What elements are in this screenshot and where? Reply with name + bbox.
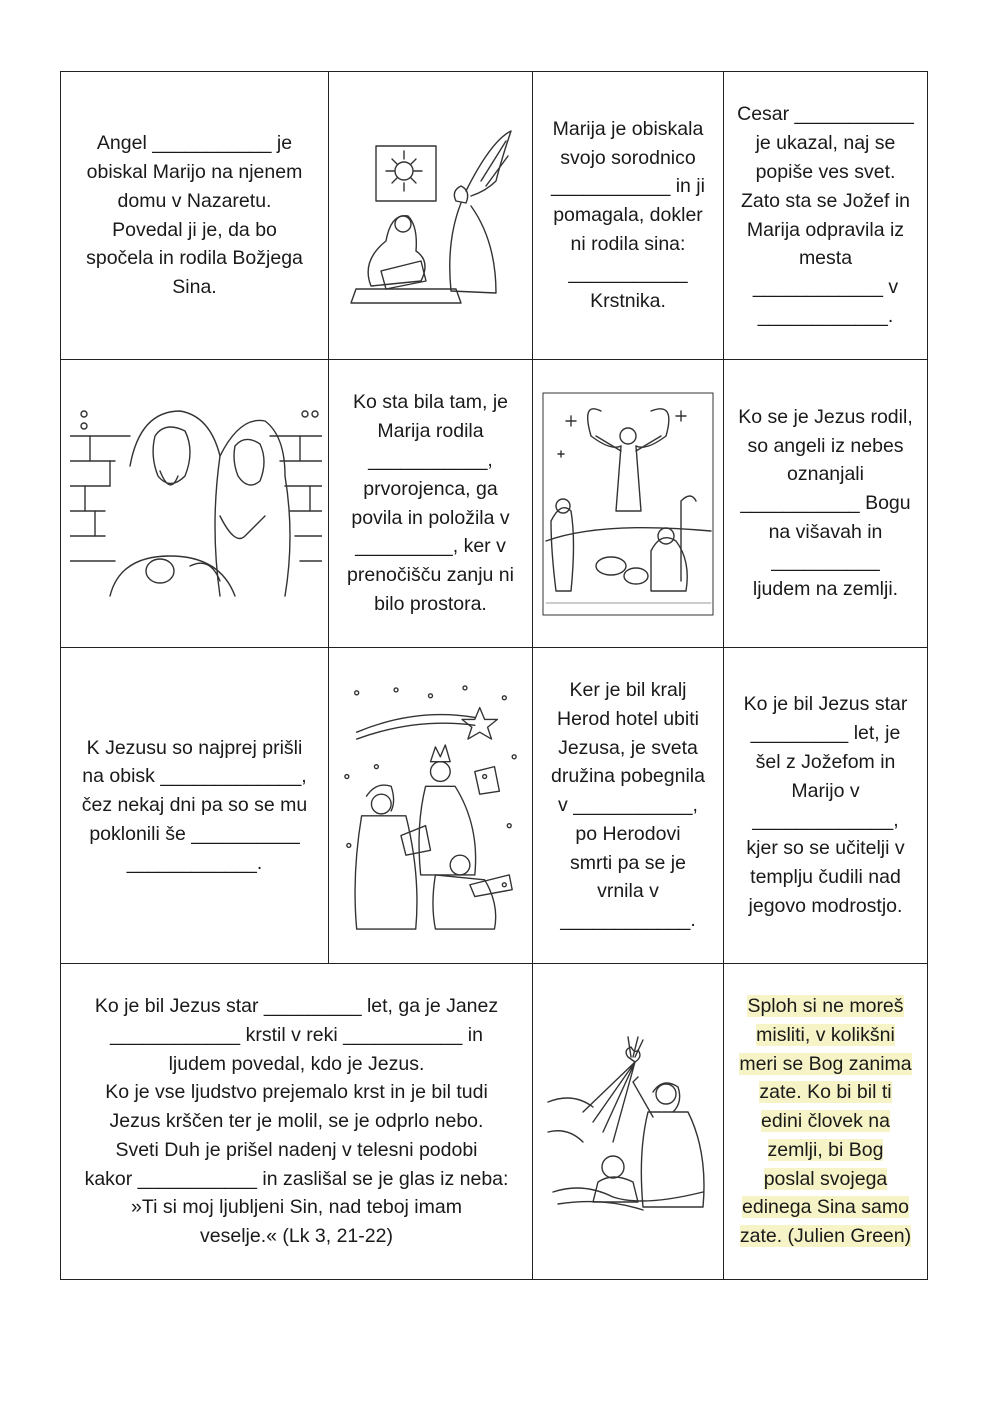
quote-line: zate. (Julien Green) <box>739 1225 912 1248</box>
three-kings-star-image <box>329 648 532 963</box>
card-text: K Jezusu so najprej prišli na obisk _____________, čez nekaj dni pa so se mu poklonili še __________ ____________. <box>81 736 308 874</box>
card-flight-egypt-text <box>533 648 723 963</box>
quote-line: Sploh si ne moreš <box>747 994 904 1017</box>
quote-line: zate. Ko bi bil ti <box>759 1081 892 1104</box>
card-text: Ko sta bila tam, je Marija rodila ___________, prvorojenca, ga povila in položila v _________, ker v prenočišču zanju ni bilo prostora. <box>347 391 514 615</box>
card-text: Ko je bil Jezus star _________ let, je šel z Jožefom in Marijo v _____________, kjer so se učitelji v templju čudili nad jegovo modrostjo. <box>743 693 908 917</box>
quote-line: zemlji, bi Bog <box>767 1138 884 1161</box>
baptism-jordan-image <box>533 964 723 1279</box>
card-temple-text <box>724 648 927 963</box>
card-visitation-text <box>533 72 723 359</box>
worksheet-grid <box>60 71 928 1280</box>
quote-line: edini človek na <box>760 1110 890 1133</box>
quote-line: edinega Sina samo <box>742 1196 909 1219</box>
card-text: Marija je obiskala svojo sorodnico ___________ in ji pomagala, dokler ni rodila sina: ___________ Krstnika. <box>551 117 705 313</box>
card-birth-text <box>329 360 532 647</box>
card-text: Ko je bil Jezus star _________ let, ga je Janez ____________ krstil v reki ___________ in ljudem povedal, kdo je Jezus. Ko je vse ljudstvo prejemalo krst in je bil tudi Jezus krščen ter je molil, se je odprlo nebo. Sveti Duh je prišel nadenj v telesni podobi kakor ___________ in zaslišal se je glas iz neba: »Ti si moj ljubljeni Sin, nad teboj imam veselje.« (Lk 3, 21-22) <box>84 994 509 1248</box>
card-text: Angel ___________ je obiskal Marijo na njenem domu v Nazaretu. Povedal ji je, da bo spočela in rodila Božjega Sina. <box>86 132 303 299</box>
annunciation-image <box>329 72 532 359</box>
angel-shepherds-image <box>533 360 723 647</box>
holy-family-nativity-image <box>61 360 328 647</box>
quote-line: meri se Bog zanima <box>739 1052 912 1075</box>
card-text: Cesar ___________ je ukazal, naj se popiše ves svet. Zato sta se Jožef in Marija odpravila iz mesta ____________ v ____________. <box>737 103 914 327</box>
card-annunciation-text <box>61 72 328 359</box>
quote-line: poslal svojega <box>763 1167 888 1190</box>
card-baptism-text <box>61 964 532 1279</box>
card-magi-text <box>61 648 328 963</box>
card-census-text <box>724 72 927 359</box>
quote-line: misliti, v kolikšni <box>756 1023 895 1046</box>
card-angels-text <box>724 360 927 647</box>
card-text: Ker je bil kralj Herod hotel ubiti Jezusa, je sveta družina pobegnila v ___________, po Herodovi smrti pa se je vrnila v ____________. <box>551 678 705 932</box>
quote-block <box>739 992 911 1251</box>
card-quote-text <box>724 964 927 1279</box>
card-text: Ko se je Jezus rodil, so angeli iz nebes oznanjali ___________ Bogu na višavah in __________ ljudem na zemlji. <box>738 405 913 601</box>
